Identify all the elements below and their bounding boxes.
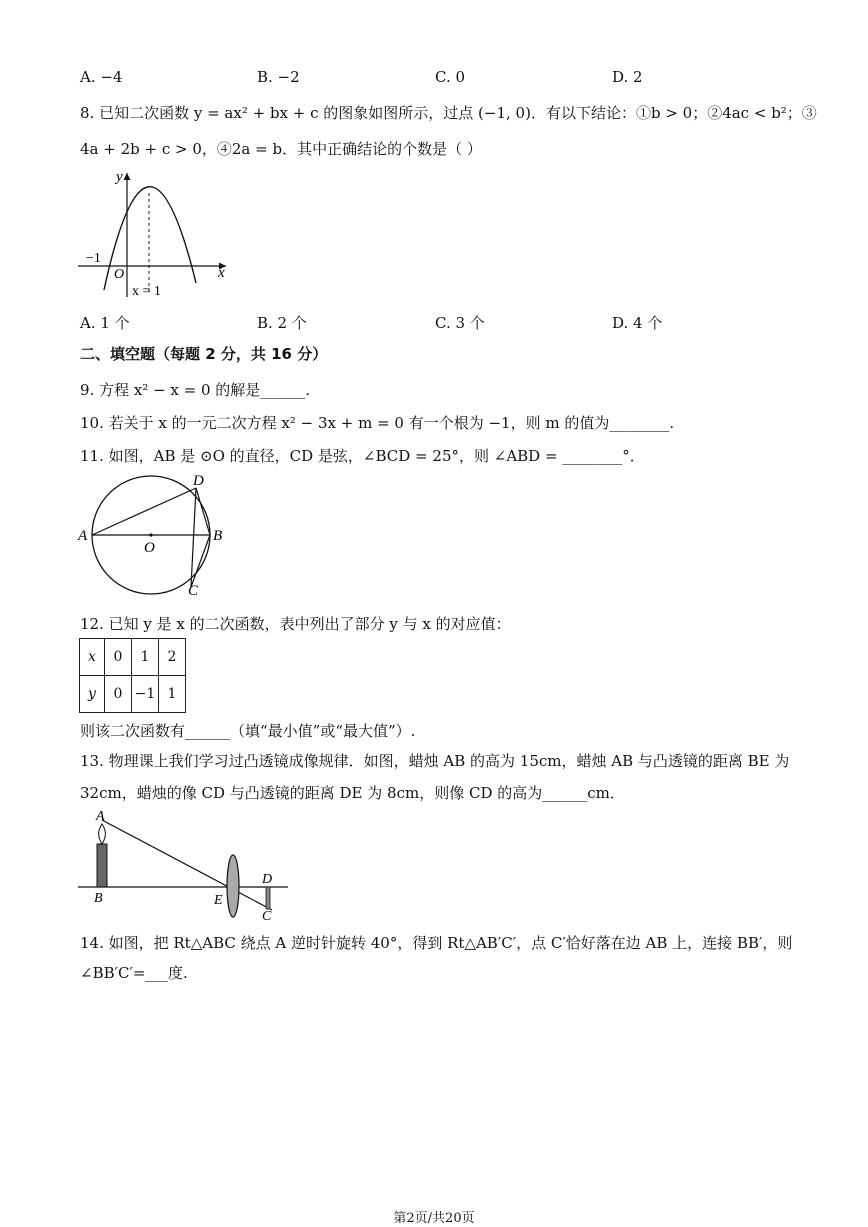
q13-line2: 32cm，蜡烛的像 CD 与凸透镜的距离 DE 为 8cm，则像 CD 的高为______cm． bbox=[80, 784, 625, 802]
q14-line2: ∠BB′C′=___度. bbox=[80, 964, 188, 982]
q13-lens-figure bbox=[76, 806, 296, 924]
table-cell: 2 bbox=[159, 639, 186, 676]
candle-body bbox=[97, 844, 107, 887]
q8-option-c: C. 3 个 bbox=[435, 314, 485, 332]
table-cell: y bbox=[80, 676, 105, 713]
q12-value-table bbox=[79, 638, 186, 713]
chord-cd bbox=[191, 488, 196, 587]
label-b: B bbox=[213, 528, 223, 544]
x-axis-label: x bbox=[218, 265, 225, 281]
label-c: C bbox=[188, 583, 199, 599]
q7-option-b: B. −2 bbox=[257, 68, 300, 86]
label-e: E bbox=[214, 893, 223, 908]
q7-option-d: D. 2 bbox=[612, 68, 643, 86]
q8-option-d: D. 4 个 bbox=[612, 314, 663, 332]
q9-text: 9. 方程 x² − x = 0 的解是______. bbox=[80, 381, 311, 399]
label-a: A bbox=[78, 528, 88, 544]
q12-text: 12. 已知 y 是 x 的二次函数，表中列出了部分 y 与 x 的对应值： bbox=[80, 615, 511, 633]
page-footer: 第2页/共20页 bbox=[393, 1211, 475, 1226]
q11-text: 11. 如图，AB 是 ⊙O 的直径，CD 是弦，∠BCD = 25°，则 ∠ABD = ________°． bbox=[80, 447, 645, 465]
table-cell: x bbox=[80, 639, 105, 676]
q8-option-a: A. 1 个 bbox=[80, 314, 130, 332]
table-cell: 1 bbox=[159, 676, 186, 713]
label-a: A bbox=[96, 809, 105, 824]
table-cell: 0 bbox=[105, 639, 132, 676]
table-row bbox=[80, 639, 186, 676]
ray-ac bbox=[102, 820, 272, 910]
section2-title: 二、填空题（每题 2 分，共 16 分） bbox=[80, 345, 328, 363]
convex-lens bbox=[227, 855, 239, 917]
q8-option-b: B. 2 个 bbox=[257, 314, 307, 332]
chord-db bbox=[196, 488, 210, 535]
label-b: B bbox=[94, 891, 103, 906]
q7-option-a: A. −4 bbox=[80, 68, 123, 86]
q8-line2: 4a + 2b + c > 0，④2a = b．其中正确结论的个数是（ ） bbox=[80, 140, 482, 158]
q8-parabola-figure bbox=[76, 165, 236, 300]
image-cd bbox=[266, 887, 270, 909]
q13-line1: 13. 物理课上我们学习过凸透镜成像规律．如图，蜡烛 AB 的高为 15cm，蜡烛 AB 与凸透镜的距离 BE 为 bbox=[80, 752, 790, 770]
q12-tail: 则该二次函数有______（填“最小值”或“最大值”）. bbox=[80, 722, 416, 740]
y-axis-label: y bbox=[116, 169, 123, 185]
q8-line1: 8. 已知二次函数 y = ax² + bx + c 的图象如图所示，过点 (−1, 0)．有以下结论：①b > 0；②4ac < b²；③ bbox=[80, 104, 817, 122]
table-cell: 1 bbox=[132, 639, 159, 676]
label-d: D bbox=[262, 872, 273, 887]
table-cell: 0 bbox=[105, 676, 132, 713]
table-cell: −1 bbox=[132, 676, 159, 713]
label-c: C bbox=[262, 909, 272, 924]
table-row bbox=[80, 676, 186, 713]
chord-cb bbox=[191, 535, 210, 587]
q7-option-c: C. 0 bbox=[435, 68, 466, 86]
q11-circle-figure bbox=[76, 470, 236, 600]
label-d: D bbox=[193, 473, 204, 489]
neg-one-label: −1 bbox=[86, 251, 101, 266]
center-point bbox=[149, 533, 152, 536]
y-axis-arrow-icon bbox=[124, 173, 131, 180]
symmetry-label: x = 1 bbox=[132, 284, 161, 299]
label-o: O bbox=[144, 540, 155, 556]
q10-text: 10. 若关于 x 的一元二次方程 x² − 3x + m = 0 有一个根为 −1，则 m 的值为________. bbox=[80, 414, 675, 432]
q14-line1: 14. 如图，把 Rt△ABC 绕点 A 逆时针旋转 40°，得到 Rt△AB′C′，点 C′恰好落在边 AB 上，连接 BB′，则 bbox=[80, 934, 793, 952]
candle-flame-icon bbox=[99, 824, 106, 844]
origin-label: O bbox=[114, 267, 125, 282]
